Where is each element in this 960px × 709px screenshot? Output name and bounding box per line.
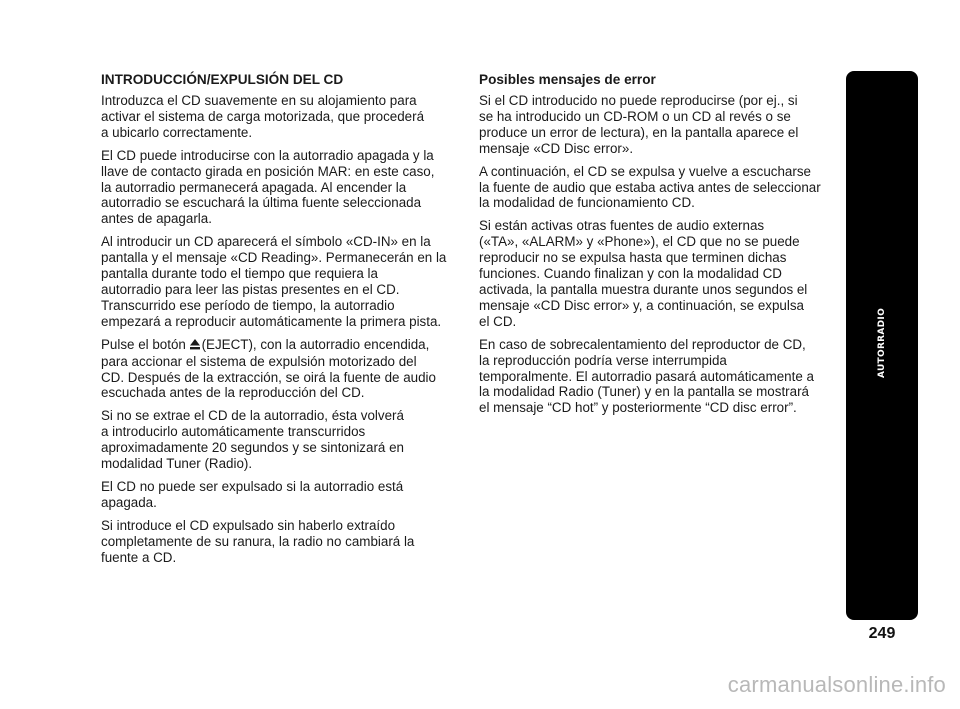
paragraph: El CD no puede ser expulsado si la autorradio está apagada. (101, 478, 404, 510)
paragraph: En caso de sobrecalentamiento del reproductor de CD, la reproducción podría verse interrumpida temporalmente. El autorradio pasará automáticamente a la modalidad Radio (Tuner) y en la pantalla se mostrará el mensaje “CD hot” y posteriormente “CD disc error”. (479, 336, 814, 416)
watermark: carmanualsonline.info (727, 672, 946, 697)
paragraph-eject (101, 337, 461, 402)
section-heading-insert-eject: INTRODUCCIÓN/EXPULSIÓN DEL CD (101, 72, 344, 87)
paragraph: Si están activas otras fuentes de audio externas («TA», «ALARM» y «Phone»), el CD que no se puede reproducir no se expulsa hasta que terminen dichas funciones. Cuando finalizan y con la modalidad CD activada, la pantalla muestra durante unos segundos el mensaje «CD Disc error» y, a continuación, se expulsa el CD. (479, 218, 808, 329)
paragraph-eject-rest: (EJECT), con la autorradio encendida, para accionar el sistema de expulsión motorizado del CD. Después de la extracción, se oirá la fuente de audio escuchada antes de la reproducción del CD. (101, 336, 436, 401)
paragraph-eject-prefix: Pulse el botón (101, 336, 190, 352)
paragraph: A continuación, el CD se expulsa y vuelve a escucharse la fuente de audio que estaba activa antes de seleccionar la modalidad de funcionamiento CD. (479, 163, 821, 211)
left-column (101, 72, 461, 572)
paragraph: Si no se extrae el CD de la autorradio, ésta volverá a introducirlo automáticamente transcurridos aproximadamente 20 segundos y se sintonizará en modalidad Tuner (Radio). (101, 408, 404, 472)
paragraph: Introduzca el CD suavemente en su alojamiento para activar el sistema de carga motorizada, que procederá a ubicarlo correctamente. (101, 93, 425, 140)
right-column (479, 72, 831, 423)
paragraph: Si el CD introducido no puede reproducirse (por ej., si se ha introducido un CD-ROM o un CD al revés o se produce un error de lectura), en la pantalla aparece el mensaje «CD Disc error». (479, 93, 799, 156)
chapter-tab (846, 71, 918, 620)
paragraph: Al introducir un CD aparecerá el símbolo «CD-IN» en la pantalla y el mensaje «CD Reading». Permanecerán en la pantalla durante todo el tiempo que requiera la autorradio para leer las pistas presentes en el CD. Transcurrido ese período de tiempo, la autorradio empezará a reproducir automáticamente la primera pista. (101, 234, 447, 329)
chapter-tab-label: AUTORRADIO (877, 307, 887, 379)
eject-icon (190, 338, 200, 354)
paragraph: El CD puede introducirse con la autorradio apagada y la llave de contacto girada en posición MAR: en este caso, la autorradio permanecerá apagada. Al encender la autorradio se escuchará la última fuente seleccionada antes de apagarla. (101, 147, 435, 227)
page-number: 249 (868, 625, 896, 642)
section-heading-error-messages: Posibles mensajes de error (479, 72, 656, 87)
paragraph: Si introduce el CD expulsado sin haberlo extraído completamente de su ranura, la radio no cambiará la fuente a CD. (101, 517, 415, 565)
